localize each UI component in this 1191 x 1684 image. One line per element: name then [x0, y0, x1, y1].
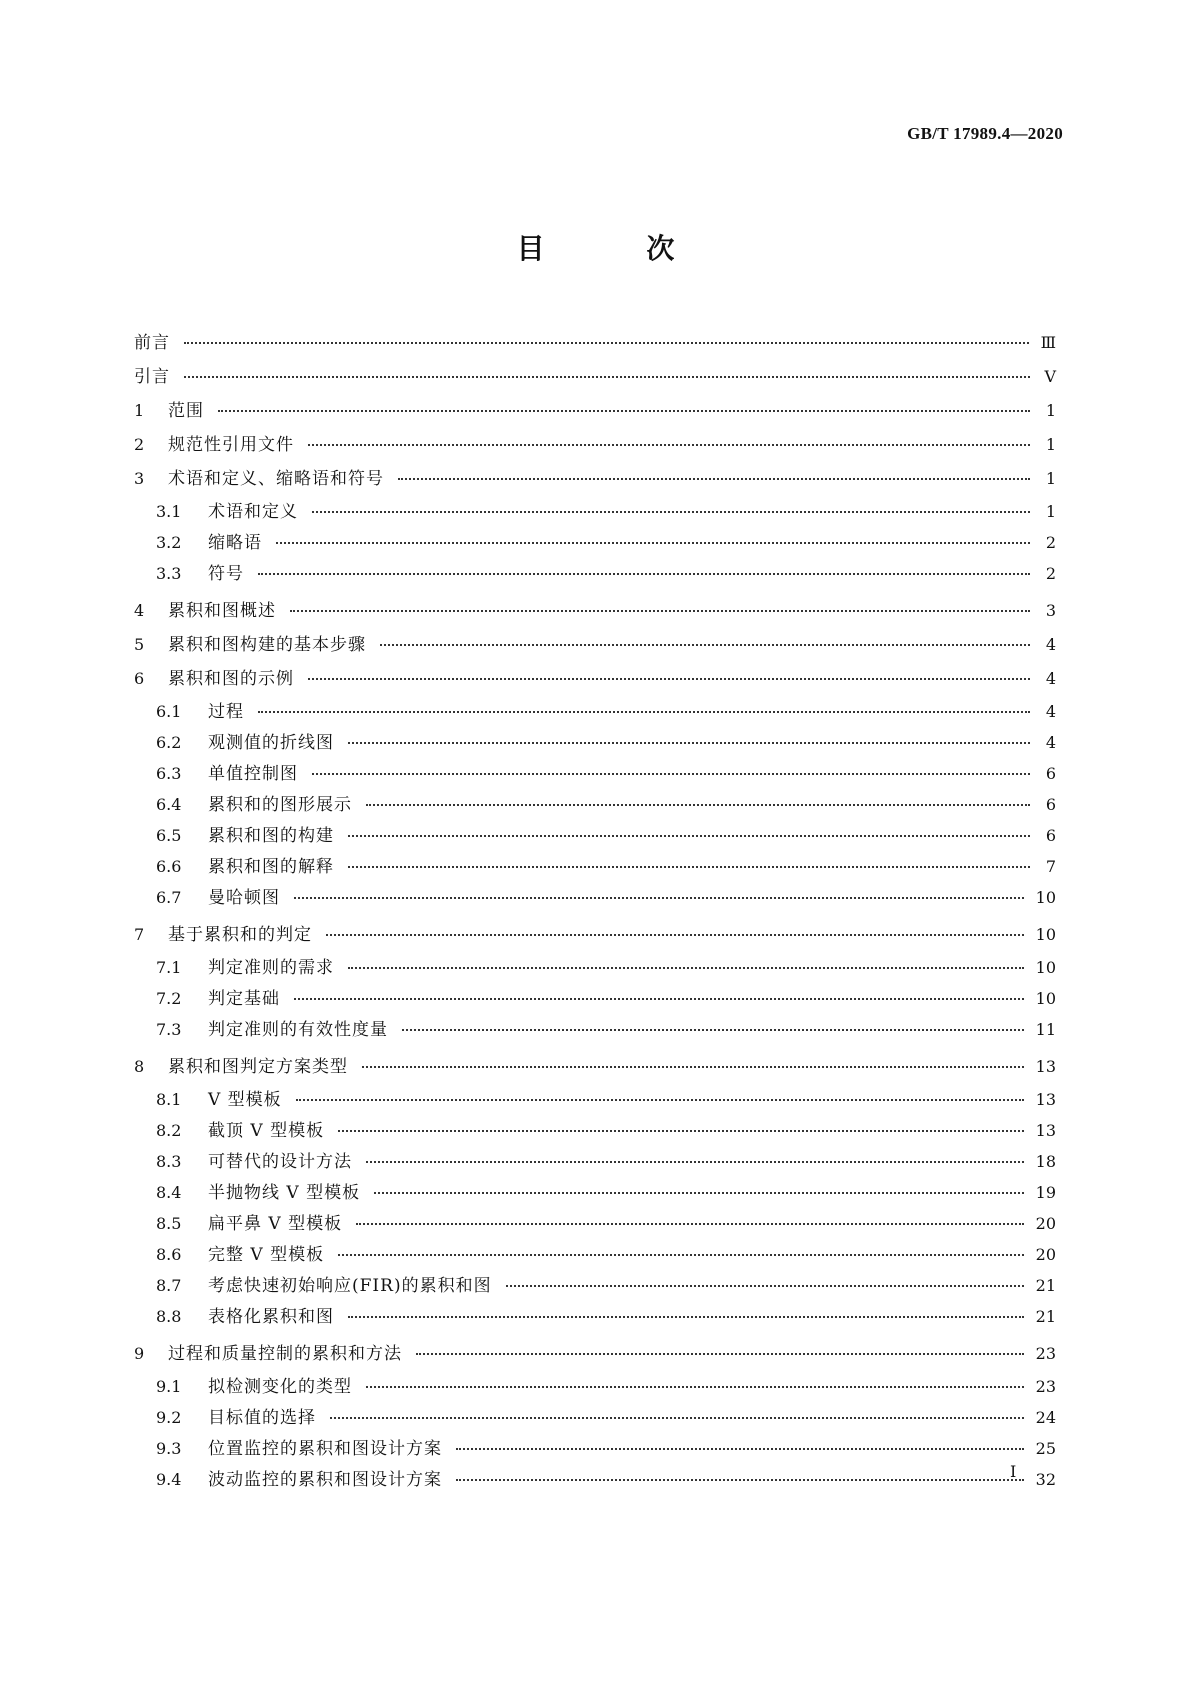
toc-leader-dots — [258, 573, 1030, 575]
toc-entry-page: 4 — [1045, 733, 1056, 752]
toc-entry-page: 32 — [1035, 1470, 1056, 1489]
toc-leader-dots — [348, 1316, 1024, 1318]
toc-entry-label: 术语和定义、缩略语和符号 — [168, 469, 384, 489]
toc-leader-dots — [308, 444, 1030, 446]
toc-entry-number: 9.2 — [156, 1408, 182, 1427]
toc-entry[interactable] — [134, 428, 1056, 462]
toc-entry[interactable] — [134, 496, 1056, 527]
toc-entry-number: 6.3 — [156, 764, 182, 783]
toc-entry-page: 7 — [1045, 857, 1056, 876]
toc-leader-dots — [362, 1066, 1024, 1068]
toc-entry-page: 4 — [1045, 635, 1056, 654]
toc-entry-page: 4 — [1045, 669, 1056, 688]
toc-entry-number: 7 — [134, 925, 145, 944]
toc-entry-number: 6.4 — [156, 795, 182, 814]
toc-entry-number: 5 — [134, 635, 145, 654]
toc-entry[interactable] — [134, 1239, 1056, 1270]
toc-leader-dots — [326, 934, 1024, 936]
toc-entry-number: 7.2 — [156, 989, 182, 1008]
toc-entry-page: 10 — [1035, 925, 1056, 944]
toc-entry[interactable] — [134, 1177, 1056, 1208]
toc-entry-label: 累积和的图形展示 — [208, 795, 352, 815]
toc-entry-number: 6.6 — [156, 857, 182, 876]
toc-entry-label: 表格化累积和图 — [208, 1307, 334, 1327]
toc-leader-dots — [338, 1254, 1024, 1256]
toc-entry[interactable] — [134, 1337, 1056, 1371]
toc-entry-label: 缩略语 — [208, 533, 262, 553]
toc-entry-label: 引言 — [134, 367, 170, 387]
toc-leader-dots — [296, 1099, 1024, 1101]
toc-entry[interactable] — [134, 696, 1056, 727]
toc-entry-number: 3 — [134, 469, 145, 488]
toc-entry-label: 截顶 V 型模板 — [208, 1121, 325, 1141]
toc-entry[interactable] — [134, 851, 1056, 882]
toc-leader-dots — [456, 1448, 1024, 1450]
toc-entry[interactable] — [134, 662, 1056, 696]
toc-entry[interactable] — [134, 1371, 1056, 1402]
toc-entry-number: 4 — [134, 601, 145, 620]
toc-leader-dots — [290, 610, 1030, 612]
toc-entry-label: V 型模板 — [208, 1090, 282, 1110]
toc-entry[interactable] — [134, 628, 1056, 662]
toc-entry-label: 曼哈顿图 — [208, 888, 280, 908]
toc-entry-number: 9.1 — [156, 1377, 182, 1396]
toc-leader-dots — [380, 644, 1030, 646]
toc-entry-page: 23 — [1035, 1377, 1056, 1396]
toc-entry-label: 术语和定义 — [208, 502, 298, 522]
toc-entry-label: 拟检测变化的类型 — [208, 1377, 352, 1397]
toc-entry[interactable] — [134, 1301, 1056, 1332]
toc-entry[interactable] — [134, 882, 1056, 913]
toc-entry[interactable] — [134, 394, 1056, 428]
toc-entry-number: 8.5 — [156, 1214, 182, 1233]
toc-entry-label: 累积和图的解释 — [208, 857, 334, 877]
toc-entry-label: 累积和图构建的基本步骤 — [168, 635, 366, 655]
toc-entry-label: 完整 V 型模板 — [208, 1245, 325, 1265]
toc-entry[interactable] — [134, 1050, 1056, 1084]
toc-entry-page: 20 — [1035, 1245, 1056, 1264]
toc-entry-page: 21 — [1035, 1307, 1056, 1326]
toc-leader-dots — [184, 342, 1029, 344]
toc-entry[interactable] — [134, 360, 1056, 394]
toc-entry-number: 8.6 — [156, 1245, 182, 1264]
toc-entry-page: 10 — [1035, 888, 1056, 907]
toc-entry-label: 半抛物线 V 型模板 — [208, 1183, 361, 1203]
toc-entry-page: 23 — [1035, 1344, 1056, 1363]
toc-entry-number: 3.3 — [156, 564, 182, 583]
toc-entry-label: 扁平鼻 V 型模板 — [208, 1214, 343, 1234]
toc-entry[interactable] — [134, 727, 1056, 758]
toc-entry[interactable] — [134, 1270, 1056, 1301]
toc-entry-page: Ⅲ — [1040, 333, 1056, 352]
toc-entry[interactable] — [134, 1464, 1056, 1495]
toc-entry-number: 6 — [134, 669, 145, 688]
toc-entry[interactable] — [134, 1084, 1056, 1115]
toc-leader-dots — [294, 897, 1024, 899]
toc-entry-label: 目标值的选择 — [208, 1408, 316, 1428]
toc-leader-dots — [456, 1479, 1024, 1481]
toc-leader-dots — [416, 1353, 1024, 1355]
toc-entry-page: 10 — [1035, 958, 1056, 977]
toc-leader-dots — [312, 511, 1030, 513]
toc-entry-number: 6.5 — [156, 826, 182, 845]
toc-entry-page: 13 — [1035, 1057, 1056, 1076]
toc-entry-number: 2 — [134, 435, 145, 454]
toc-entry-page: 10 — [1035, 989, 1056, 1008]
toc-entry-page: 1 — [1045, 502, 1056, 521]
toc-entry-number: 9.4 — [156, 1470, 182, 1489]
toc-entry-page: 3 — [1045, 601, 1056, 620]
toc-entry-label: 基于累积和的判定 — [168, 925, 312, 945]
toc-entry-number: 8.2 — [156, 1121, 182, 1140]
toc-entry-page: 13 — [1035, 1121, 1056, 1140]
toc-entry-page: 19 — [1035, 1183, 1056, 1202]
toc-entry-page: 21 — [1035, 1276, 1056, 1295]
toc-entry-page: Ⅴ — [1044, 367, 1056, 386]
toc-leader-dots — [366, 1386, 1024, 1388]
toc-entry-label: 观测值的折线图 — [208, 733, 334, 753]
toc-leader-dots — [366, 804, 1030, 806]
toc-leader-dots — [402, 1029, 1024, 1031]
toc-entry[interactable] — [134, 952, 1056, 983]
toc-entry-number: 7.3 — [156, 1020, 182, 1039]
toc-entry-number: 6.1 — [156, 702, 182, 721]
toc-leader-dots — [506, 1285, 1024, 1287]
toc-entry-page: 2 — [1045, 533, 1056, 552]
toc-entry-label: 累积和图判定方案类型 — [168, 1057, 348, 1077]
toc-leader-dots — [294, 998, 1024, 1000]
toc-entry-label: 判定准则的需求 — [208, 958, 334, 978]
toc-entry-number: 8.3 — [156, 1152, 182, 1171]
toc-entry-label: 考虑快速初始响应(FIR)的累积和图 — [208, 1276, 492, 1296]
standard-code: GB/T 17989.4—2020 — [907, 124, 1063, 143]
toc-leader-dots — [184, 376, 1030, 378]
toc-leader-dots — [308, 678, 1030, 680]
toc-entry-number: 6.2 — [156, 733, 182, 752]
toc-leader-dots — [218, 410, 1030, 412]
toc-entry-number: 9 — [134, 1344, 145, 1363]
toc-leader-dots — [258, 711, 1030, 713]
toc-entry-label: 前言 — [134, 333, 170, 353]
toc-entry[interactable] — [134, 594, 1056, 628]
toc-entry-label: 波动监控的累积和图设计方案 — [208, 1470, 442, 1490]
toc-leader-dots — [348, 835, 1030, 837]
toc-entry-label: 规范性引用文件 — [168, 435, 294, 455]
toc-entry-number: 3.2 — [156, 533, 182, 552]
toc-entry[interactable] — [134, 1208, 1056, 1239]
toc-entry-number: 3.1 — [156, 502, 182, 521]
toc-entry-page: 2 — [1045, 564, 1056, 583]
toc-entry-number: 7.1 — [156, 958, 182, 977]
toc-entry[interactable] — [134, 527, 1056, 558]
page-title: 目 次 — [516, 232, 721, 265]
toc-entry-number: 8 — [134, 1057, 145, 1076]
toc-entry-label: 判定准则的有效性度量 — [208, 1020, 388, 1040]
toc-entry-number: 8.7 — [156, 1276, 182, 1295]
toc-leader-dots — [276, 542, 1030, 544]
toc-entry-label: 可替代的设计方法 — [208, 1152, 352, 1172]
toc-entry-number: 8.4 — [156, 1183, 182, 1202]
toc-entry[interactable] — [134, 326, 1056, 360]
toc-entry-page: 1 — [1045, 435, 1056, 454]
toc-entry-page: 1 — [1045, 401, 1056, 420]
toc-leader-dots — [366, 1161, 1024, 1163]
toc-entry-label: 符号 — [208, 564, 244, 584]
toc-leader-dots — [348, 866, 1030, 868]
toc-entry-page: 18 — [1035, 1152, 1056, 1171]
toc-entry-page: 6 — [1045, 826, 1056, 845]
table-of-contents — [134, 326, 1056, 1495]
toc-entry-page: 24 — [1035, 1408, 1056, 1427]
toc-entry-number: 1 — [134, 401, 145, 420]
toc-entry-page: 6 — [1045, 764, 1056, 783]
page-number: I — [1010, 1462, 1017, 1481]
toc-leader-dots — [312, 773, 1030, 775]
toc-entry-label: 累积和图的示例 — [168, 669, 294, 689]
toc-entry-page: 1 — [1045, 469, 1056, 488]
toc-leader-dots — [356, 1223, 1024, 1225]
toc-entry[interactable] — [134, 758, 1056, 789]
toc-entry-number: 9.3 — [156, 1439, 182, 1458]
toc-entry-page: 20 — [1035, 1214, 1056, 1233]
toc-entry-label: 累积和图的构建 — [208, 826, 334, 846]
toc-entry-page: 25 — [1035, 1439, 1056, 1458]
toc-entry-number: 6.7 — [156, 888, 182, 907]
toc-leader-dots — [398, 478, 1030, 480]
toc-entry-label: 判定基础 — [208, 989, 280, 1009]
toc-entry-number: 8.8 — [156, 1307, 182, 1326]
toc-entry[interactable] — [134, 820, 1056, 851]
toc-entry-label: 累积和图概述 — [168, 601, 276, 621]
toc-entry-label: 过程 — [208, 702, 244, 722]
toc-entry[interactable] — [134, 1146, 1056, 1177]
toc-entry[interactable] — [134, 1014, 1056, 1045]
toc-entry-label: 单值控制图 — [208, 764, 298, 784]
toc-entry[interactable] — [134, 918, 1056, 952]
toc-entry[interactable] — [134, 558, 1056, 589]
toc-entry-label: 过程和质量控制的累积和方法 — [168, 1344, 402, 1364]
toc-leader-dots — [348, 967, 1024, 969]
toc-entry[interactable] — [134, 1402, 1056, 1433]
toc-entry-number: 8.1 — [156, 1090, 182, 1109]
toc-leader-dots — [338, 1130, 1024, 1132]
toc-entry-page: 6 — [1045, 795, 1056, 814]
toc-leader-dots — [374, 1192, 1024, 1194]
toc-entry-page: 11 — [1035, 1020, 1056, 1039]
toc-entry-label: 位置监控的累积和图设计方案 — [208, 1439, 442, 1459]
toc-leader-dots — [348, 742, 1030, 744]
toc-entry-page: 13 — [1035, 1090, 1056, 1109]
toc-leader-dots — [330, 1417, 1024, 1419]
toc-entry[interactable] — [134, 789, 1056, 820]
toc-entry-label: 范围 — [168, 401, 204, 421]
toc-entry[interactable] — [134, 462, 1056, 496]
toc-entry[interactable] — [134, 1433, 1056, 1464]
toc-entry-page: 4 — [1045, 702, 1056, 721]
toc-entry[interactable] — [134, 1115, 1056, 1146]
toc-entry[interactable] — [134, 983, 1056, 1014]
